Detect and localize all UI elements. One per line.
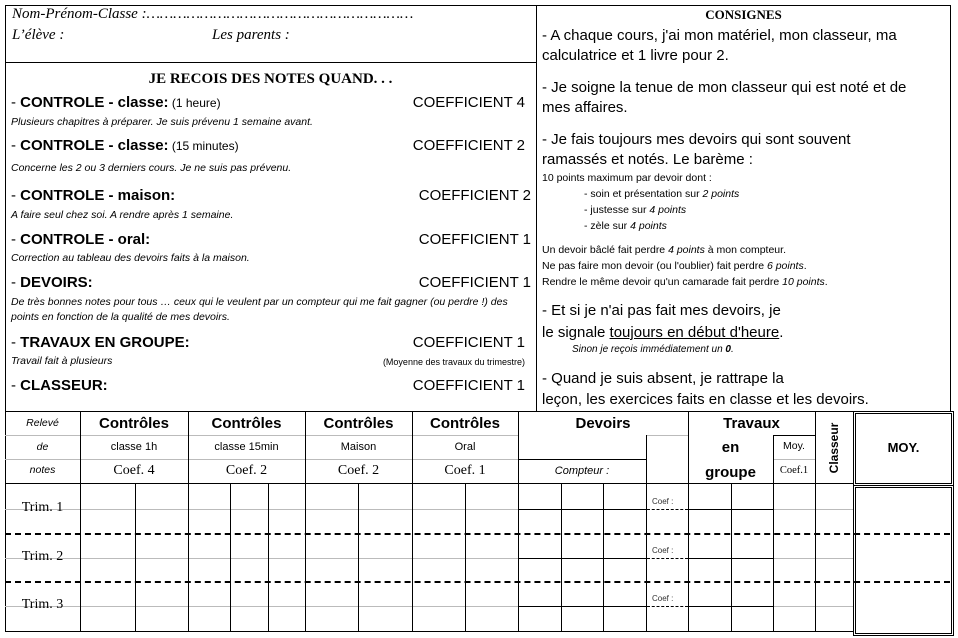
trimester-label[interactable]: Trim. 2 [21, 549, 64, 564]
item-description: Plusieurs chapitres à préparer. Je suis prévenu 1 semaine avant. [11, 116, 313, 128]
devoirs-coef-cell[interactable]: Coef : [652, 497, 674, 506]
item-description: Concerne les 2 ou 3 derniers cours. Je ne suis pas prévenu. [11, 162, 292, 174]
travaux-coef-label: Coef.1 [779, 465, 809, 476]
item-coefficient: COEFFICIENT 1 [412, 377, 525, 394]
item-coefficient: COEFFICIENT 4 [412, 94, 525, 111]
grade-item [11, 274, 531, 326]
item-description: Travail fait à plusieurs [11, 355, 113, 367]
releve-label: Relevé [26, 417, 59, 429]
item-coefficient: COEFFICIENT 1 [418, 274, 531, 291]
item-dash: - [11, 94, 21, 111]
item-coefficient: COEFFICIENT 2 [412, 137, 525, 154]
item-name: DEVOIRS: [20, 274, 93, 291]
grades-title: JE RECOIS DES NOTES QUAND. . . [148, 71, 393, 87]
bareme-item: - zèle sur 4 points [584, 220, 667, 232]
grade-item [11, 231, 531, 271]
grade-item [11, 187, 531, 227]
item-name: CONTROLE - classe: [20, 94, 169, 111]
item-dash: - [11, 274, 21, 291]
travaux-header: groupe [705, 464, 756, 481]
item-description: Correction au tableau des devoirs faits à la maison. [11, 252, 250, 264]
item-name: CONTROLE - maison: [20, 187, 176, 204]
compteur-label: Compteur : [554, 465, 610, 477]
travaux-header: en [721, 439, 740, 456]
item-description: De très bonnes notes pour tous … ceux qui le veulent par un compteur qui me fait gagner (ou perdre !) des points en fonction de la qualité de mes devoirs. [11, 296, 508, 323]
item-name: CLASSEUR: [20, 377, 108, 394]
consigne-note: Sinon je reçois immédiatement un 0. [572, 344, 734, 355]
grade-item [11, 377, 531, 401]
penalty-rule: Ne pas faire mon devoir (ou l'oublier) fait perdre 6 points. [542, 260, 807, 272]
item-dash: - [11, 137, 21, 154]
consignes-section [537, 6, 950, 411]
item-note: (Moyenne des travaux du trimestre) [382, 357, 525, 367]
item-coefficient: COEFFICIENT 1 [412, 334, 525, 351]
classeur-header: Classeur [827, 422, 841, 474]
item-dash: - [11, 334, 21, 351]
item-coefficient: COEFFICIENT 2 [418, 187, 531, 204]
trimester-label[interactable]: Trim. 1 [21, 500, 64, 515]
bareme-item: - justesse sur 4 points [584, 204, 687, 216]
item-extra: (15 minutes) [168, 139, 239, 153]
item-name: CONTROLE - classe: [20, 137, 169, 154]
grade-item [11, 334, 531, 374]
moy-header: MOY. [887, 440, 920, 455]
item-dash: - [11, 377, 21, 394]
item-dash: - [11, 231, 21, 248]
devoirs-header: Devoirs [575, 415, 631, 432]
trimester-label[interactable]: Trim. 3 [21, 597, 64, 612]
item-name: TRAVAUX EN GROUPE: [20, 334, 190, 351]
grade-item [11, 94, 531, 134]
item-dash: - [11, 187, 21, 204]
grade-item [11, 137, 531, 177]
consigne-text: - Je fais toujours mes devoirs qui sont souvent ramassés et notés. Le barème : [542, 131, 851, 168]
releve-label: de [36, 441, 49, 453]
item-coefficient: COEFFICIENT 1 [418, 231, 531, 248]
bareme-item: - soin et présentation sur 2 points [584, 188, 740, 200]
item-description: A faire seul chez soi. A rendre après 1 semaine. [11, 209, 234, 221]
grades-section [5, 63, 536, 411]
travaux-header: Travaux [723, 415, 780, 432]
item-extra: (1 heure) [168, 96, 221, 110]
parents-signature-label[interactable]: Les parents : [212, 27, 290, 43]
name-field-label[interactable]: Nom-Prénom-Classe :…………………………………………………… [12, 6, 414, 22]
consigne-text: - Je soigne la tenue de mon classeur qui est noté et de mes affaires. [542, 79, 907, 116]
travaux-moy-label: Moy. [783, 440, 805, 452]
penalty-rule: Un devoir bâclé fait perdre 4 points à mon compteur. [542, 244, 786, 256]
devoirs-coef-cell[interactable]: Coef : [652, 594, 674, 603]
item-name: CONTROLE - oral: [20, 231, 151, 248]
student-signature-label[interactable]: L’élève : [12, 27, 65, 43]
consignes-title: CONSIGNES [705, 7, 782, 22]
consigne-text: - Quand je suis absent, je rattrape la leçon, les exercices faits en classe et les devoirs. [542, 370, 869, 408]
releve-label: notes [29, 464, 56, 476]
devoirs-coef-cell[interactable]: Coef : [652, 546, 674, 555]
bareme-intro: 10 points maximum par devoir dont : [542, 172, 712, 184]
penalty-rule: Rendre le même devoir qu'un camarade fait perdre 10 points. [542, 276, 828, 288]
consigne-text: - A chaque cours, j'ai mon matériel, mon classeur, ma calculatrice et 1 livre pour 2. [542, 27, 897, 64]
consigne-text: - Et si je n'ai pas fait mes devoirs, je le signale toujours en début d'heure. [542, 302, 784, 341]
